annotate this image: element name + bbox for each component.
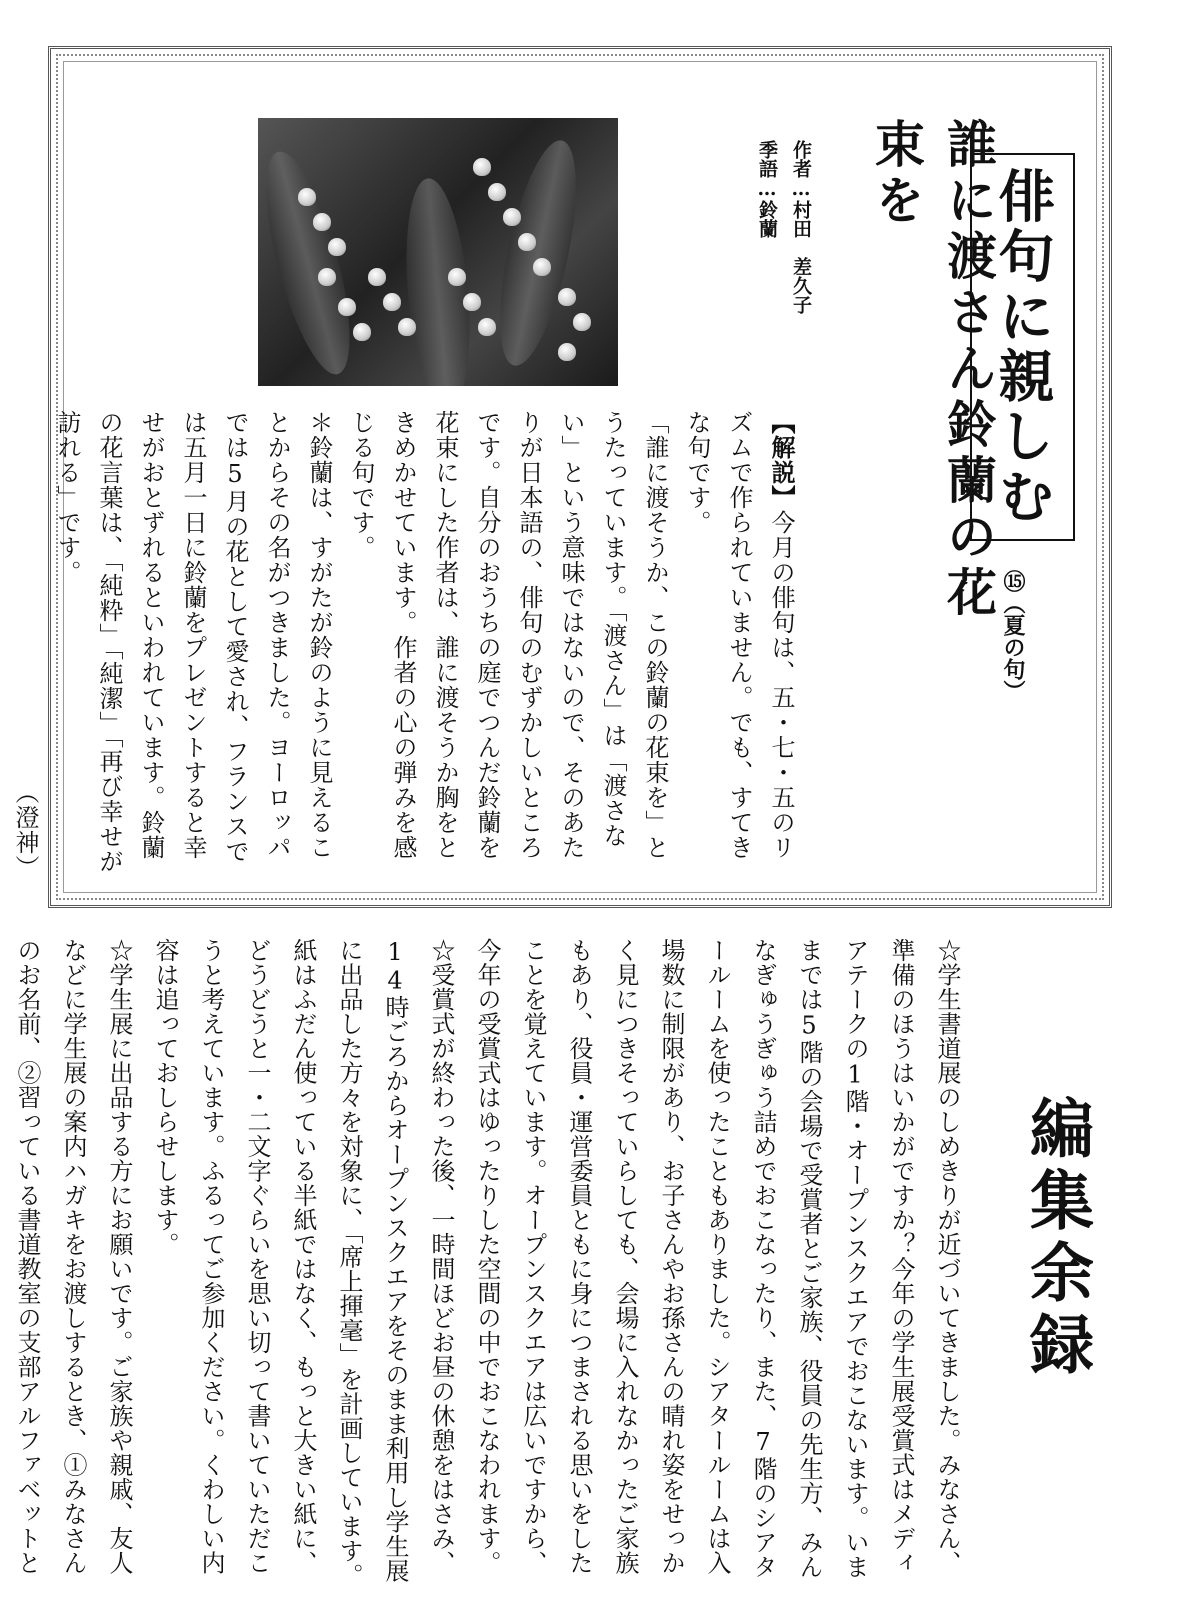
column-title: 俳句に親しむ <box>989 167 1056 527</box>
haiku-kigo: 季語…鈴蘭 <box>756 140 778 238</box>
haiku-author: 作者…村田 差久子 <box>790 140 812 314</box>
haiku-credits <box>750 140 818 380</box>
notes-paragraph: ☆学生展に出品する方にお願いです。ご家族や親戚、友人などに学生展の案内ハガキをお渡しするとき、①みなさんのお名前、②習っている書道教室の支部アルファベットと <box>13 938 133 1575</box>
notes-paragraph: ☆受賞式が終わった後、一時間ほどお昼の休憩をはさみ、14時ごろからオープンスクエアをそのまま利用し学生展に出品した方々を対象に、「席上揮毫」を計画しています。紙はふだん使っている半紙ではなく、もっと大きい紙に、どうどうと一・二文字ぐらいを思い切って書いていただこうと考えています。ふるってご参加ください。くわしい内容は追っておしらせします。 <box>151 938 455 1588</box>
issue-number-value: ⑮ <box>1000 570 1026 592</box>
haiku-text: 誰に渡さん鈴蘭の花束を <box>867 118 998 622</box>
commentary-label: 【解説】 <box>767 410 796 510</box>
season-label: （夏の句） <box>1000 592 1026 702</box>
commentary-paragraph: ＊鈴蘭は、すがたが鈴のように見えることからその名がつきました。ヨーロッパでは5月の花として愛され、フランスでは五月一日に鈴蘭をプレゼントすると幸せがおとずれるといわれています。鈴蘭の花言葉は、「純粋」「純潔」「再び幸せが訪れる」です。 <box>53 410 333 874</box>
notes-paragraph: ☆学生書道展のしめきりが近づいてきました。みなさん、準備のほうはいかがですか？今年の学生展受賞式はメディアテークの1階・オープンスクエアでおこないます。いままでは5階の会場で受賞者とご家族、役員の先生方、みんなぎゅうぎゅう詰めでおこなったり、また、7階のシアタールームを使ったこともありました。シアタールームは入場数に制限があり、お子さんやお孫さんの晴れ姿をせっかく見につきそっていらしても、会場に入れなかったご家族もあり、役員・運営委員ともに身につまされる思いをしたことを覚えています。オープンスクエアは広いですから、今年の受賞式はゆったりした空間の中でおこなわれます。 <box>473 938 961 1579</box>
commentary-paragraph: 【解説】今月の俳句は、五・七・五のリズムで作られていません。でも、すてきな句です。 <box>683 410 796 860</box>
editor-notes <box>13 938 970 1598</box>
editor-notes-title: 編集余録 <box>1019 1095 1094 1383</box>
commentary-paragraph: 「誰に渡そうか、この鈴蘭の花束を」とうたっています。「渡さん」は「渡さない」という意味ではないので、そのあたりが日本語の、俳句のむずかしいところです。自分のおうちの庭でつんだ鈴蘭を花束にした作者は、誰に渡そうか胸をときめかせています。作者の心の弾みを感じる句です。 <box>347 410 669 860</box>
commentary <box>11 410 802 880</box>
commentary-signature: （澄神） <box>11 780 39 880</box>
lily-of-the-valley-photo <box>258 118 618 386</box>
